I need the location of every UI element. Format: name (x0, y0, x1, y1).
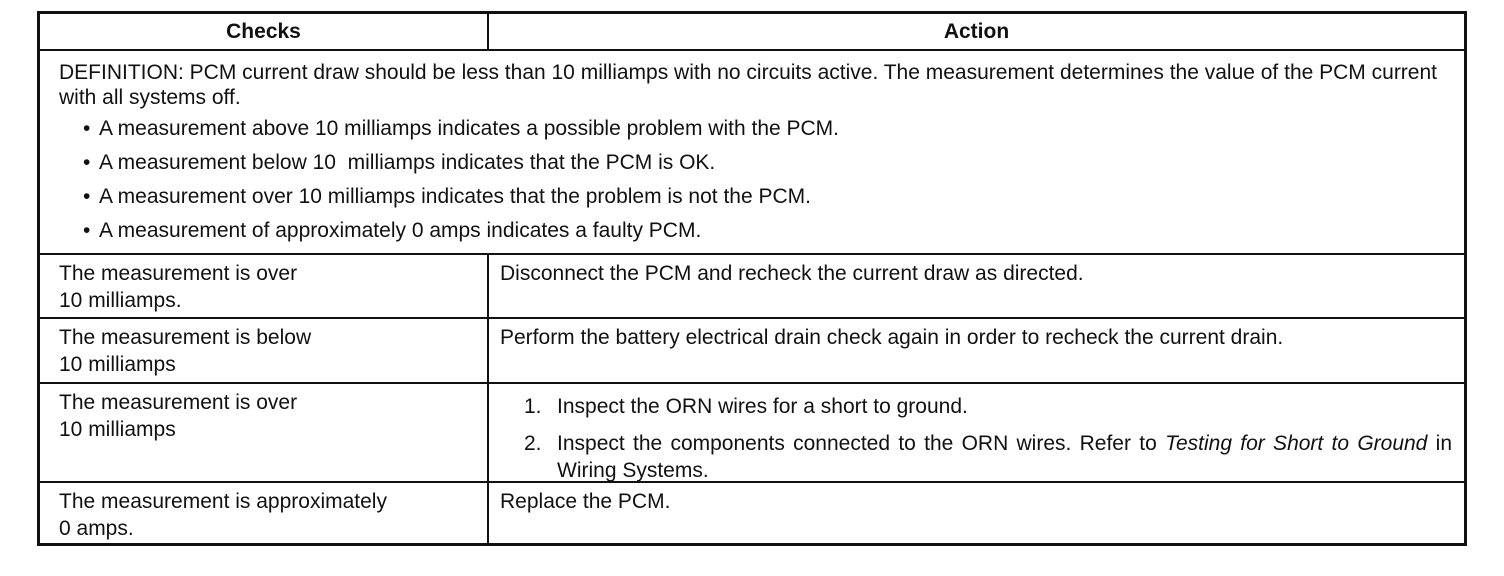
action-text: Replace the PCM. (500, 490, 671, 513)
definition-row (40, 49, 1464, 253)
diagnostic-table (37, 11, 1467, 546)
bullet-icon: • (83, 219, 91, 242)
check-cell (40, 384, 489, 481)
step-number: 1. (524, 395, 542, 418)
step-text: Inspect the components connected to the ORN wires. Refer to Testing for Short to Ground in Wiring Systems. (557, 432, 1452, 482)
checks-header: Checks (40, 14, 489, 49)
definition-text: DEFINITION: PCM current draw should be less than 10 milliamps with no circuits active. The measurement determines the value of the PCM current with all systems off. (59, 61, 1437, 109)
table-row (40, 317, 1464, 382)
action-step-list (489, 384, 1464, 484)
step-number: 2. (524, 432, 542, 455)
list-item (489, 430, 1452, 484)
list-item: • A measurement above 10 milliamps indicates a possible problem with the PCM. (83, 117, 840, 140)
check-text: The measurement is below 10 milliamps (59, 326, 312, 376)
table-header-row (40, 14, 1464, 49)
action-cell (489, 384, 1464, 481)
list-item (489, 393, 1452, 420)
definition-bullet-list (59, 116, 1446, 243)
bullet-icon: • (83, 185, 91, 208)
check-cell (40, 255, 489, 317)
list-item: • A measurement of approximately 0 amps indicates a faulty PCM. (83, 219, 702, 242)
check-cell (40, 483, 489, 546)
step-text: Inspect the ORN wires for a short to ground. (557, 395, 968, 418)
list-item: • A measurement below 10 milliamps indicates that the PCM is OK. (83, 151, 716, 174)
check-text: The measurement is approximately 0 amps. (59, 490, 387, 540)
check-text: The measurement is over 10 milliamps (59, 391, 298, 441)
check-cell (40, 319, 489, 382)
action-header: Action (943, 20, 1010, 43)
action-cell (489, 483, 1464, 546)
action-text: Perform the battery electrical drain check again in order to recheck the current drain. (500, 326, 1284, 349)
action-text: Disconnect the PCM and recheck the current draw as directed. (500, 262, 1084, 285)
check-text: The measurement is over 10 milliamps. (59, 262, 298, 312)
action-cell (489, 319, 1464, 382)
definition-cell (40, 51, 1464, 243)
bullet-icon: • (83, 117, 91, 140)
list-item: • A measurement over 10 milliamps indicates that the problem is not the PCM. (83, 185, 811, 208)
table-row (40, 382, 1464, 481)
table-row (40, 253, 1464, 317)
reference-title: Testing for Short to Ground (1165, 432, 1428, 455)
bullet-icon: • (83, 151, 91, 174)
table-row (40, 481, 1464, 546)
action-cell (489, 255, 1464, 317)
